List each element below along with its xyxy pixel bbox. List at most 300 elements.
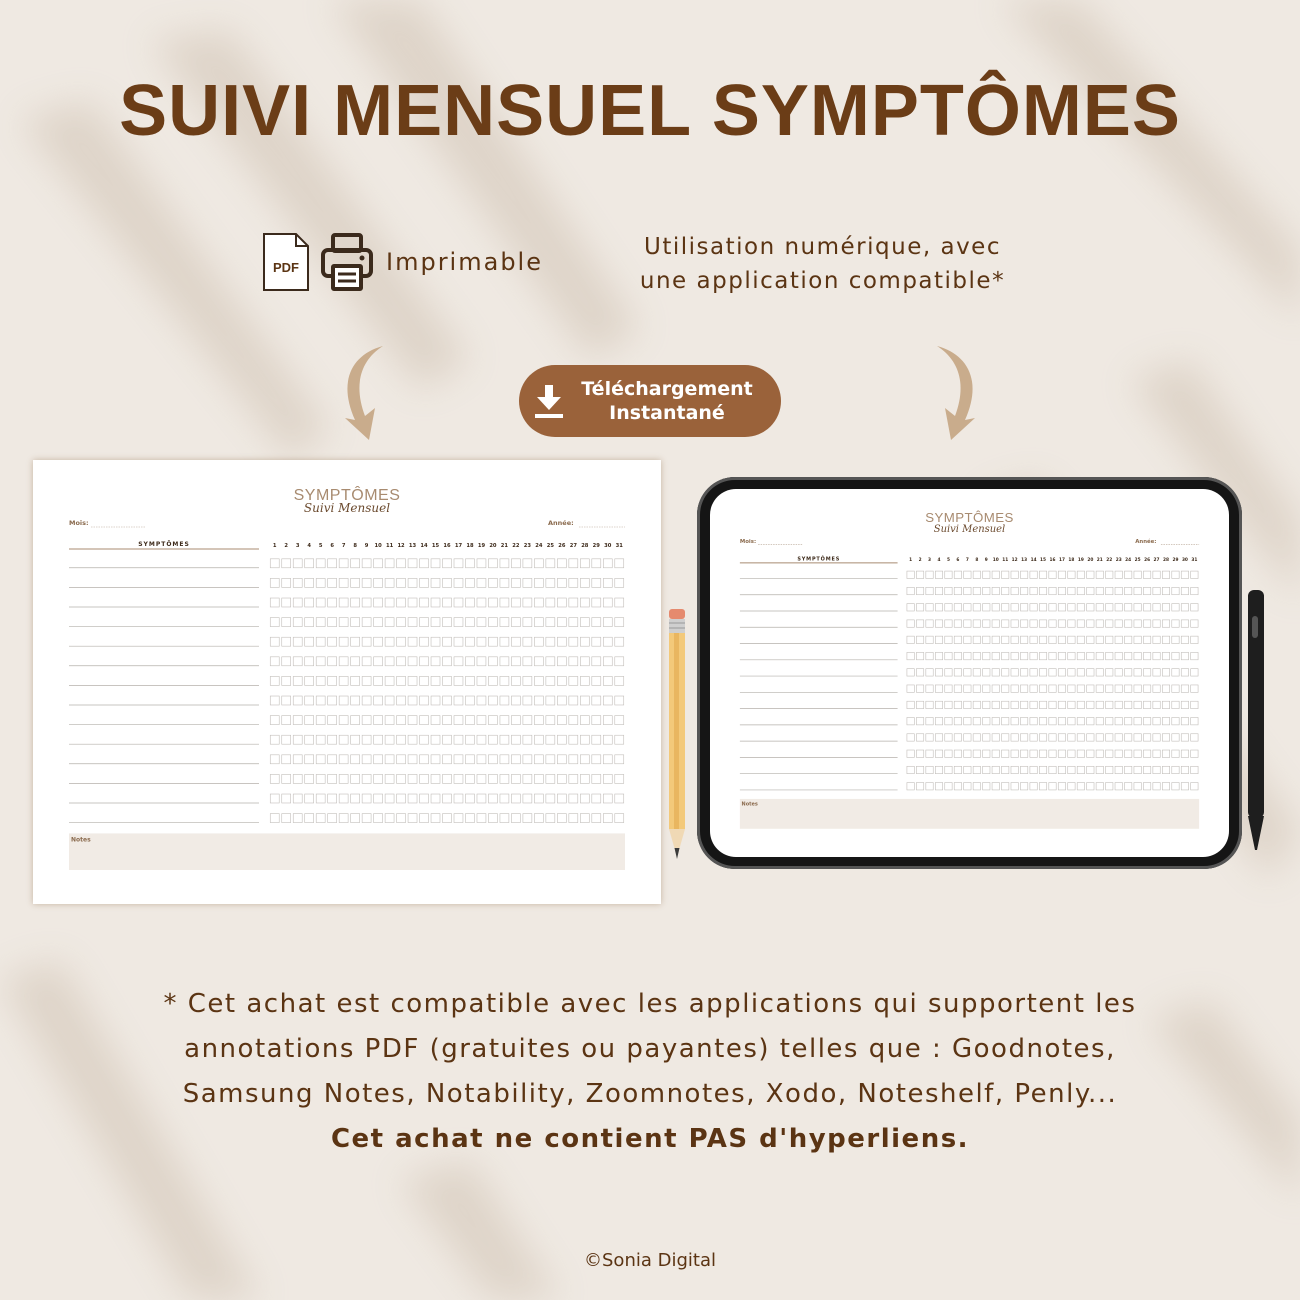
sheet-checkbox [270,559,279,568]
sheet-day-number: 30 [604,543,612,549]
sheet-checkbox [1030,750,1037,757]
sheet-checkbox [431,794,440,803]
sheet-checkbox [983,701,990,708]
sheet-checkbox [316,676,325,685]
sheet-checkbox [992,652,999,659]
sheet-checkbox [1143,717,1150,724]
sheet-checkbox [916,734,923,741]
sheet-checkbox [546,755,555,764]
sheet-checkbox [1143,604,1150,611]
sheet-checkbox [305,755,314,764]
sheet-day-number: 23 [1115,558,1122,564]
sheet-checkbox [1077,669,1084,676]
sheet-checkbox [339,755,348,764]
sheet-checkbox [964,571,971,578]
sheet-checkbox [1162,669,1169,676]
sheet-checkbox [305,657,314,666]
sheet-checkbox [374,755,383,764]
sheet-checkbox [580,598,589,607]
sheet-checkbox [546,774,555,783]
sheet-checkbox [992,701,999,708]
sheet-checkbox [916,717,923,724]
sheet-checkbox [1030,717,1037,724]
sheet-checkbox [983,734,990,741]
sheet-checkbox [615,794,624,803]
sheet-checkbox [339,676,348,685]
sheet-checkbox [339,814,348,823]
sheet-checkbox [557,676,566,685]
digital-line-2: une application compatible* [639,268,1006,294]
sheet-checkbox [1124,587,1131,594]
sheet-checkbox [1049,571,1056,578]
sheet-checkbox [557,716,566,725]
sheet-checkbox [964,701,971,708]
sheet-checkbox [964,604,971,611]
sheet-checkbox [454,618,463,627]
sheet-checkbox [926,717,933,724]
sheet-checkbox [488,716,497,725]
sheet-checkbox [557,578,566,587]
sheet-checkbox [1124,620,1131,627]
sheet-checkbox [1058,620,1065,627]
sheet-day-number: 18 [466,543,474,549]
sheet-checkbox [293,696,302,705]
sheet-checkbox [397,578,406,587]
sheet-checkbox [1002,685,1009,692]
sheet-checkbox [477,814,486,823]
sheet-checkbox [569,735,578,744]
sheet-checkbox [305,578,314,587]
sheet-checkbox [465,676,474,685]
sheet-checkbox [603,598,612,607]
sheet-checkbox [935,636,942,643]
sheet-checkbox [431,814,440,823]
sheet-day-number: 2 [918,558,922,564]
sheet-notes-box [740,799,1199,829]
sheet-checkbox [945,652,952,659]
sheet-checkbox [1134,734,1141,741]
digital-line-1: Utilisation numérique, avec [644,234,1001,260]
sheet-checkbox [431,578,440,587]
sheet-checkbox [270,598,279,607]
download-line-2: Instantané [609,402,725,424]
sheet-checkbox [1020,652,1027,659]
sheet-checkbox [511,696,520,705]
sheet-checkbox [1172,783,1179,790]
sheet-checkbox [945,571,952,578]
sheet-checkbox [916,750,923,757]
sheet-checkbox [465,618,474,627]
sheet-checkbox [465,814,474,823]
sheet-day-number: 12 [397,543,405,549]
sheet-checkbox [945,669,952,676]
sheet-checkbox [935,604,942,611]
sheet-checkbox [351,578,360,587]
sheet-checkbox [465,657,474,666]
sheet-checkbox [546,578,555,587]
sheet-checkbox [282,598,291,607]
sheet-checkbox [1039,701,1046,708]
sheet-checkbox [1087,685,1094,692]
sheet-checkbox [305,794,314,803]
sheet-checkbox [293,637,302,646]
sheet-checkbox [926,652,933,659]
sheet-checkbox [1049,587,1056,594]
sheet-checkbox [408,755,417,764]
sheet-day-number: 21 [1096,558,1103,564]
sheet-checkbox [270,794,279,803]
sheet-checkbox [935,701,942,708]
sheet-checkbox [964,636,971,643]
sheet-checkbox [1124,783,1131,790]
sheet-checkbox [1096,734,1103,741]
sheet-day-number: 15 [1040,558,1047,564]
sheet-checkbox [454,657,463,666]
sheet-checkbox [569,578,578,587]
sheet-checkbox [305,637,314,646]
sheet-checkbox [477,657,486,666]
sheet-checkbox [1143,766,1150,773]
sheet-checkbox [374,774,383,783]
sheet-checkbox [362,814,371,823]
sheet-checkbox [534,559,543,568]
sheet-checkbox [569,618,578,627]
sheet-checkbox [935,734,942,741]
sheet-checkbox [477,637,486,646]
sheet-checkbox [420,755,429,764]
sheet-checkbox [1077,620,1084,627]
sheet-checkbox [615,657,624,666]
sheet-checkbox [316,774,325,783]
sheet-checkbox [954,685,961,692]
sheet-checkbox [1077,587,1084,594]
sheet-checkbox [523,716,532,725]
sheet-checkbox [282,755,291,764]
sheet-checkbox [557,657,566,666]
sheet-checkbox [500,696,509,705]
sheet-checkbox [1039,636,1046,643]
sheet-checkbox [945,587,952,594]
sheet-checkbox [305,814,314,823]
sheet-checkbox [954,587,961,594]
sheet-checkbox [935,652,942,659]
sheet-day-number: 7 [965,558,969,564]
sheet-checkbox [1191,734,1198,741]
sheet-checkbox [546,676,555,685]
sheet-checkbox [534,578,543,587]
sheet-checkbox [1181,669,1188,676]
sheet-checkbox [1011,685,1018,692]
sheet-checkbox [615,755,624,764]
sheet-checkbox [1077,604,1084,611]
sheet-checkbox [983,766,990,773]
sheet-checkbox [351,814,360,823]
sheet-checkbox [1106,734,1113,741]
sheet-checkbox [1106,750,1113,757]
sheet-checkbox [339,598,348,607]
sheet-checkbox [1002,750,1009,757]
sheet-checkbox [362,676,371,685]
sheet-checkbox [465,794,474,803]
sheet-checkbox [1030,734,1037,741]
sheet-day-number: 29 [592,543,600,549]
sheet-column-header: SYMPTÔMES [797,556,841,563]
sheet-checkbox [1039,620,1046,627]
sheet-checkbox [374,735,383,744]
sheet-checkbox [534,676,543,685]
sheet-checkbox [305,774,314,783]
sheet-checkbox [1181,587,1188,594]
sheet-checkbox [973,685,980,692]
sheet-checkbox [488,618,497,627]
sheet-checkbox [328,735,337,744]
sheet-checkbox [420,637,429,646]
sheet-checkbox [1153,685,1160,692]
sheet-checkbox [293,618,302,627]
sheet-checkbox [339,578,348,587]
sheet-checkbox [1058,604,1065,611]
sheet-checkbox [316,559,325,568]
sheet-checkbox [420,618,429,627]
sheet-checkbox [1181,685,1188,692]
sheet-checkbox [305,696,314,705]
sheet-checkbox [1030,571,1037,578]
sheet-checkbox [1181,571,1188,578]
sheet-day-number: 29 [1172,558,1179,564]
sheet-checkbox [916,701,923,708]
sheet-checkbox [964,620,971,627]
sheet-checkbox [954,701,961,708]
sheet-checkbox [1087,701,1094,708]
sheet-checkbox [1077,766,1084,773]
curved-arrow-left-icon [325,340,395,445]
sheet-checkbox [293,676,302,685]
sheet-checkbox [282,774,291,783]
sheet-checkbox [511,814,520,823]
sheet-checkbox [1030,652,1037,659]
sheet-checkbox [454,716,463,725]
sheet-checkbox [1115,669,1122,676]
sheet-checkbox [546,696,555,705]
sheet-checkbox [443,794,452,803]
sheet-checkbox [1134,571,1141,578]
sheet-checkbox [328,637,337,646]
sheet-checkbox [964,783,971,790]
sheet-day-number: 4 [937,558,941,564]
sheet-checkbox [1030,669,1037,676]
sheet-checkbox [408,618,417,627]
sheet-checkbox [1096,669,1103,676]
sheet-checkbox [282,794,291,803]
sheet-day-number: 25 [1134,558,1141,564]
sheet-checkbox [374,657,383,666]
sheet-checkbox [511,676,520,685]
sheet-checkbox [1049,701,1056,708]
sheet-checkbox [305,716,314,725]
sheet-checkbox [270,657,279,666]
sheet-day-number: 16 [1049,558,1056,564]
sheet-day-number: 4 [307,543,312,549]
sheet-month-label: Mois: [69,519,89,527]
sheet-checkbox [1068,604,1075,611]
sheet-checkbox [488,657,497,666]
sheet-checkbox [983,685,990,692]
sheet-checkbox [443,755,452,764]
sheet-checkbox [488,794,497,803]
sheet-checkbox [1143,734,1150,741]
sheet-checkbox [1058,571,1065,578]
sheet-checkbox [983,652,990,659]
sheet-day-number: 1 [909,558,913,564]
sheet-checkbox [1058,652,1065,659]
footnote-line-3: Samsung Notes, Notability, Zoomnotes, Xodo, Noteshelf, Penly... [182,1079,1118,1109]
sheet-checkbox [351,774,360,783]
sheet-checkbox [1153,717,1160,724]
sheet-checkbox [1039,783,1046,790]
sheet-checkbox [1153,766,1160,773]
sheet-checkbox [408,637,417,646]
sheet-checkbox [420,814,429,823]
sheet-checkbox [1162,636,1169,643]
sheet-checkbox [316,637,325,646]
sheet-checkbox [523,618,532,627]
sheet-checkbox [603,794,612,803]
sheet-checkbox [1068,587,1075,594]
sheet-checkbox [992,620,999,627]
sheet-checkbox [1020,717,1027,724]
sheet-checkbox [374,559,383,568]
sheet-checkbox [431,774,440,783]
sheet-checkbox [397,618,406,627]
sheet-checkbox [1049,717,1056,724]
sheet-checkbox [443,774,452,783]
sheet-checkbox [992,669,999,676]
sheet-checkbox [443,696,452,705]
sheet-checkbox [964,734,971,741]
sheet-checkbox [1143,620,1150,627]
sheet-day-number: 26 [1144,558,1151,564]
sheet-checkbox [500,578,509,587]
tablet-sheet-content [710,489,1229,857]
sheet-checkbox [408,794,417,803]
sheet-checkbox [592,657,601,666]
sheet-checkbox [511,618,520,627]
sheet-checkbox [1115,766,1122,773]
sheet-checkbox [1134,604,1141,611]
sheet-day-number: 20 [1087,558,1094,564]
sheet-checkbox [1191,750,1198,757]
sheet-checkbox [1058,766,1065,773]
sheet-checkbox [534,814,543,823]
sheet-checkbox [1115,750,1122,757]
sheet-checkbox [1181,620,1188,627]
sheet-checkbox [1087,587,1094,594]
sheet-checkbox [546,735,555,744]
sheet-checkbox [546,794,555,803]
sheet-day-number: 13 [1021,558,1028,564]
sheet-year-label: Année: [1135,538,1157,545]
sheet-checkbox [1162,734,1169,741]
sheet-checkbox [1011,734,1018,741]
sheet-checkbox [397,637,406,646]
sheet-checkbox [1191,652,1198,659]
sheet-year-label: Année: [548,519,574,527]
sheet-checkbox [569,657,578,666]
copyright-text: ©Sonia Digital [584,1250,716,1271]
sheet-checkbox [592,578,601,587]
sheet-checkbox [339,618,348,627]
sheet-checkbox [443,618,452,627]
compatibility-footnote [100,982,1200,1162]
sheet-checkbox [983,587,990,594]
sheet-checkbox [1058,717,1065,724]
sheet-checkbox [992,734,999,741]
sheet-checkbox [615,637,624,646]
sheet-checkbox [443,559,452,568]
sheet-checkbox [351,618,360,627]
sheet-checkbox [945,750,952,757]
sheet-day-number: 18 [1068,558,1075,564]
sheet-checkbox [1115,571,1122,578]
sheet-checkbox [523,794,532,803]
sheet-day-number: 12 [1011,558,1018,564]
sheet-checkbox [1058,734,1065,741]
sheet-checkbox [1068,701,1075,708]
sheet-checkbox [511,657,520,666]
sheet-checkbox [500,618,509,627]
sheet-checkbox [408,814,417,823]
sheet-checkbox [1124,685,1131,692]
sheet-checkbox [1068,750,1075,757]
sheet-checkbox [1162,766,1169,773]
sheet-checkbox [500,716,509,725]
sheet-checkbox [546,716,555,725]
sheet-checkbox [964,652,971,659]
sheet-checkbox [511,637,520,646]
sheet-checkbox [1106,652,1113,659]
sheet-checkbox [973,766,980,773]
sheet-day-number: 10 [374,543,382,549]
sheet-checkbox [603,814,612,823]
sheet-checkbox [557,696,566,705]
sheet-checkbox [546,598,555,607]
printable-feature [262,232,543,292]
sheet-checkbox [385,657,394,666]
sheet-checkbox [916,620,923,627]
sheet-checkbox [1181,604,1188,611]
sheet-checkbox [420,735,429,744]
sheet-checkbox [1030,636,1037,643]
sheet-day-number: 9 [984,558,988,564]
sheet-day-number: 31 [1191,558,1198,564]
sheet-checkbox [1191,701,1198,708]
sheet-checkbox [983,571,990,578]
sheet-checkbox [1096,750,1103,757]
sheet-checkbox [1172,685,1179,692]
sheet-checkbox [1172,652,1179,659]
sheet-checkbox [397,559,406,568]
sheet-checkbox [1002,766,1009,773]
sheet-checkbox [935,766,942,773]
sheet-checkbox [523,559,532,568]
sheet-checkbox [615,676,624,685]
sheet-checkbox [1030,766,1037,773]
sheet-checkbox [1020,701,1027,708]
sheet-checkbox [477,559,486,568]
sheet-checkbox [1096,636,1103,643]
sheet-checkbox [511,578,520,587]
sheet-checkbox [397,676,406,685]
